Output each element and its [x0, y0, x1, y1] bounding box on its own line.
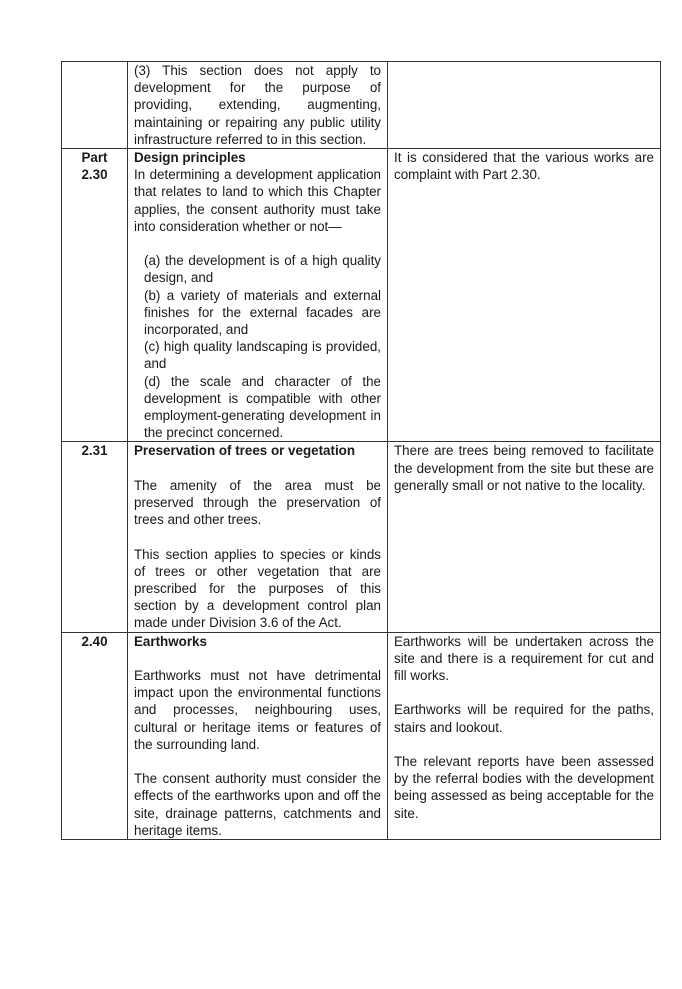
requirement-paragraph: The amenity of the area must be preserved through the preservation of trees and other trees.	[134, 477, 381, 528]
requirement-paragraph: (3) This section does not apply to development for the purpose of providing, extending, augmenting, maintaining or repairing any public utility infrastructure referred to in this section.	[134, 63, 381, 147]
comment-paragraph: Earthworks will be required for the paths, stairs and lookout.	[394, 702, 654, 735]
clause-number	[62, 62, 128, 149]
comment-paragraph: Earthworks will be undertaken across the site and there is a requirement for cut and fill works.	[394, 633, 654, 684]
section-heading: Preservation of trees or vegetation	[134, 443, 356, 459]
comment-paragraph: There are trees being removed to facilitate the development from the site but these are generally small or not native to the locality.	[394, 443, 654, 493]
planning-compliance-table	[61, 61, 661, 840]
table-row	[62, 632, 661, 839]
requirement-cell	[128, 62, 388, 149]
requirement-subitem: (d) the scale and character of the development is compatible with other employment-generating development in the precinct concerned.	[144, 373, 381, 441]
requirement-cell	[128, 149, 388, 442]
comment-cell	[388, 442, 661, 632]
requirement-subitem: (b) a variety of materials and external finishes for the external facades are incorporated, and	[144, 287, 381, 338]
requirement-subitem: (c) high quality landscaping is provided, and	[144, 339, 381, 372]
clause-number: 2.40	[62, 632, 128, 839]
comment-cell	[388, 62, 661, 149]
table-row	[62, 62, 661, 149]
requirement-cell	[128, 632, 388, 839]
comment-cell	[388, 632, 661, 839]
comment-paragraph: It is considered that the various works are complaint with Part 2.30.	[394, 150, 654, 183]
section-heading: Design principles	[134, 150, 246, 166]
requirement-paragraph: In determining a development application that relates to land to which this Chapter applies, the consent authority must take into consideration whether or not—	[134, 167, 381, 234]
requirement-subitem: (a) the development is of a high quality design, and	[144, 253, 381, 286]
requirement-paragraph: This section applies to species or kinds of trees or other vegetation that are prescribed for the purposes of this section by a development control plan made under Division 3.6 of the Act.	[134, 546, 381, 631]
requirement-paragraph: Earthworks must not have detrimental impact upon the environmental functions and processes, neighbouring uses, cultural or heritage items or features of the surrounding land.	[134, 668, 381, 752]
table-row	[62, 442, 661, 632]
table-row	[62, 149, 661, 442]
clause-number: Part 2.30	[62, 149, 128, 442]
requirement-paragraph: The consent authority must consider the effects of the earthworks upon and off the site, drainage patterns, catchments and heritage items.	[134, 771, 381, 838]
requirement-cell	[128, 442, 388, 632]
comment-paragraph: The relevant reports have been assessed by the referral bodies with the development being assessed as being acceptable for the site.	[394, 754, 654, 821]
section-heading: Earthworks	[134, 633, 207, 649]
comment-cell	[388, 149, 661, 442]
clause-number: 2.31	[62, 442, 128, 632]
